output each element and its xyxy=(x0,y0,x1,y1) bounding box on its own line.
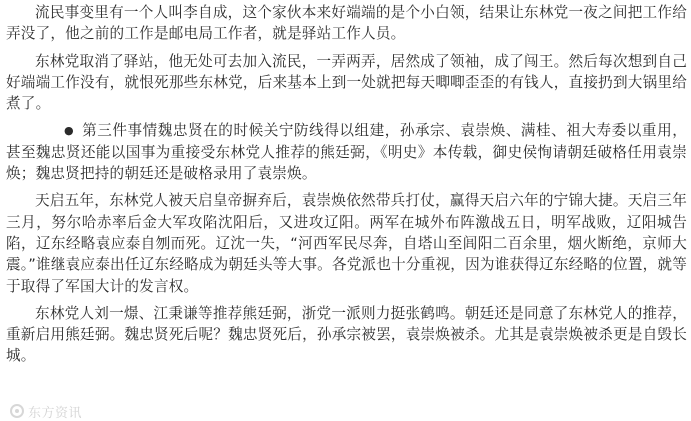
article-paragraph: 东林党人刘一燝、江秉谦等推荐熊廷弼，浙党一派则力挺张鹤鸣。朝廷还是同意了东林党人的推荐，重新启用熊廷弼。魏忠贤死后呢？魏忠贤死后，孙承宗被罢，袁崇焕被杀。尤其是袁崇焕被杀更是自毁长城。 xyxy=(6,304,687,365)
article-paragraph: 天启五年，东林党人被天启皇帝摒弃后，袁崇焕依然带兵打仗，赢得天启六年的宁锦大捷。天启三年三月，努尔哈赤率后金大军攻陷沈阳后，又进攻辽阳。两军在城外布阵激战五日，明军战败，辽阳城告陷，辽东经略袁应泰自刎而死。辽沈一失，“河西军民尽奔，自塔山至闾阳二百余里，烟火断绝，京师大震。”谁继袁应泰出任辽东经略成为朝廷头等大事。各党派也十分重视，因为谁获得辽东经略的位置，就等于取得了军国大计的发言权。 xyxy=(6,192,687,295)
watermark-text: 东方资讯 xyxy=(28,405,83,421)
camera-lens-icon xyxy=(10,404,24,418)
article-paragraph: 流民事变里有一个人叫李自成，这个家伙本来好端端的是个小白领，结果让东林党一夜之间把工作给弄没了，他之前的工作是邮电局工作者，就是驿站工作人员。 xyxy=(6,4,687,43)
article-paragraph-text: 第三件事情魏忠贤在的时候关宁防线得以组建，孙承宗、袁崇焕、满桂、祖大寿委以重用，甚至魏忠贤还能以国事为重接受东林党人推荐的熊廷弼，《明史》本传载，御史侯恂请朝廷破格任用袁崇焕；魏忠贤把持的朝廷还是破格录用了袁崇焕。 xyxy=(6,122,687,183)
source-watermark xyxy=(10,401,82,421)
article-body xyxy=(6,0,687,373)
bullet-icon: ● xyxy=(64,124,74,138)
article-paragraph-bulleted xyxy=(6,120,687,190)
article-paragraph: 东林党取消了驿站，他无处可去加入流民，一弄两弄，居然成了领袖，成了闯王。然后每次想到自己好端端工作没有，就恨死那些东林党，后来基本上到一处就把每天唧唧歪歪的有钱人，直接扔到大锅里给煮了。 xyxy=(6,52,687,113)
